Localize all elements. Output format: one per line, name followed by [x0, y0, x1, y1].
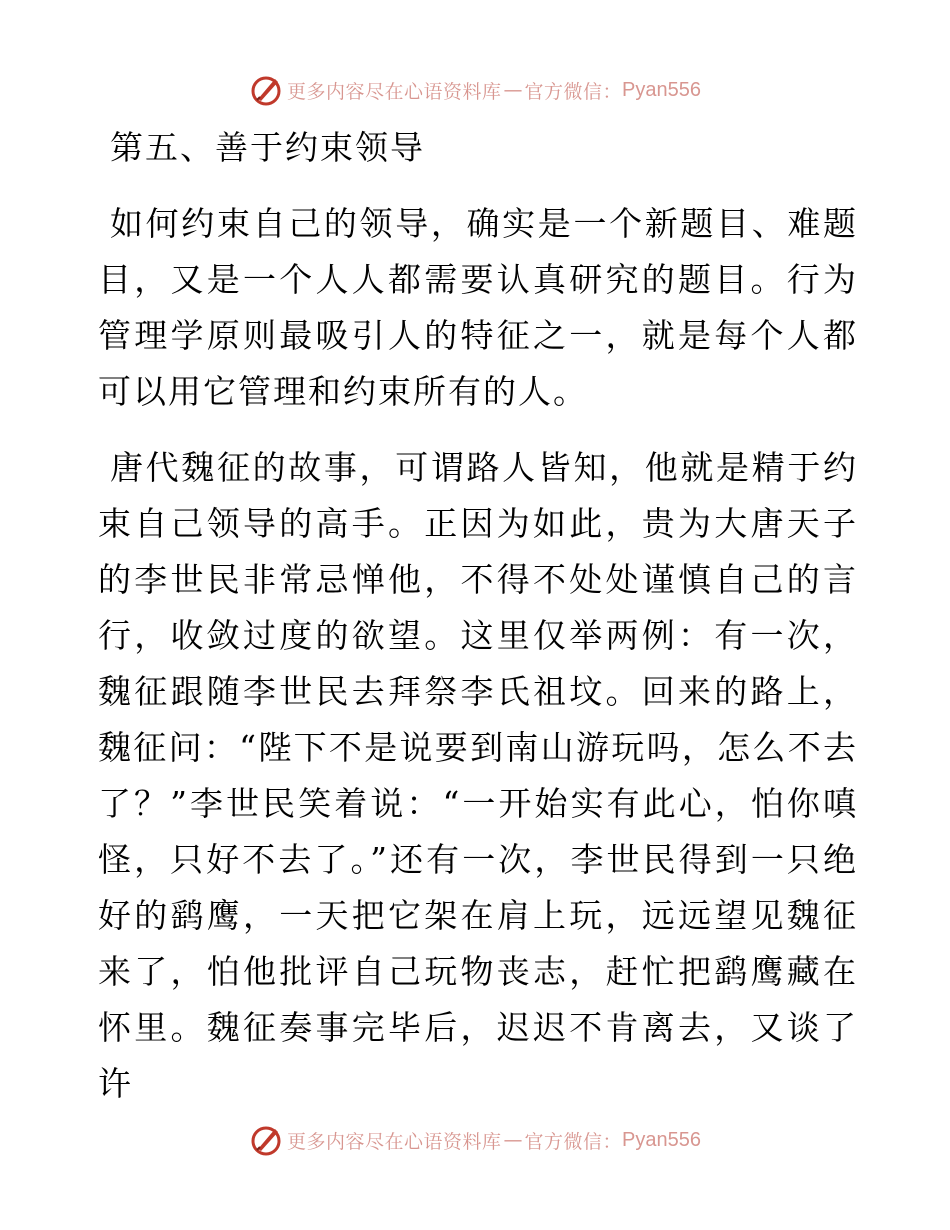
banner-label: 官方微信： — [524, 1130, 623, 1153]
banner-handle: Pyan556 — [622, 1128, 701, 1151]
banner-separator: — — [503, 1129, 523, 1151]
banner-handle: Pyan556 — [622, 78, 701, 101]
paragraph: 如何约束自己的领导，确实是一个新题目、难题目，又是一个人人都需要认真研究的题目。行为管理学原则最吸引人的特征之一，就是每个人都可以用它管理和约束所有的人。 — [98, 204, 858, 411]
quill-pen-logo-icon — [249, 73, 283, 107]
banner-text: 更多内容尽在心语资料库 — [287, 80, 502, 103]
banner-separator: — — [503, 79, 523, 101]
footer-banner — [0, 1120, 950, 1160]
banner-label: 官方微信： — [524, 80, 623, 103]
banner-text: 更多内容尽在心语资料库 — [287, 1130, 502, 1153]
quill-pen-logo-icon — [249, 1123, 283, 1157]
paragraph: 唐代魏征的故事，可谓路人皆知，他就是精于约束自己领导的高手。正因为如此，贵为大唐天子的李世民非常忌惮他，不得不处处谨慎自己的言行，收敛过度的欲望。这里仅举两例：有一次，魏征跟随李世民去拜祭李氏祖坟。回来的路上，魏征问：“陛下不是说要到南山游玩吗，怎么不去了？”李世民笑着说：“一开始实有此心，怕你嗔怪，只好不去了。”还有一次，李世民得到一只绝好的鹞鹰，一天把它架在肩上玩，远远望见魏征来了，怕他批评自己玩物丧志，赶忙把鹞鹰藏在怀里。魏征奏事完毕后，迟迟不肯离去，又谈了许 — [98, 448, 858, 1103]
header-banner — [0, 70, 950, 110]
document-body — [98, 122, 858, 1132]
section-heading: 第五、善于约束领导 — [110, 128, 425, 167]
